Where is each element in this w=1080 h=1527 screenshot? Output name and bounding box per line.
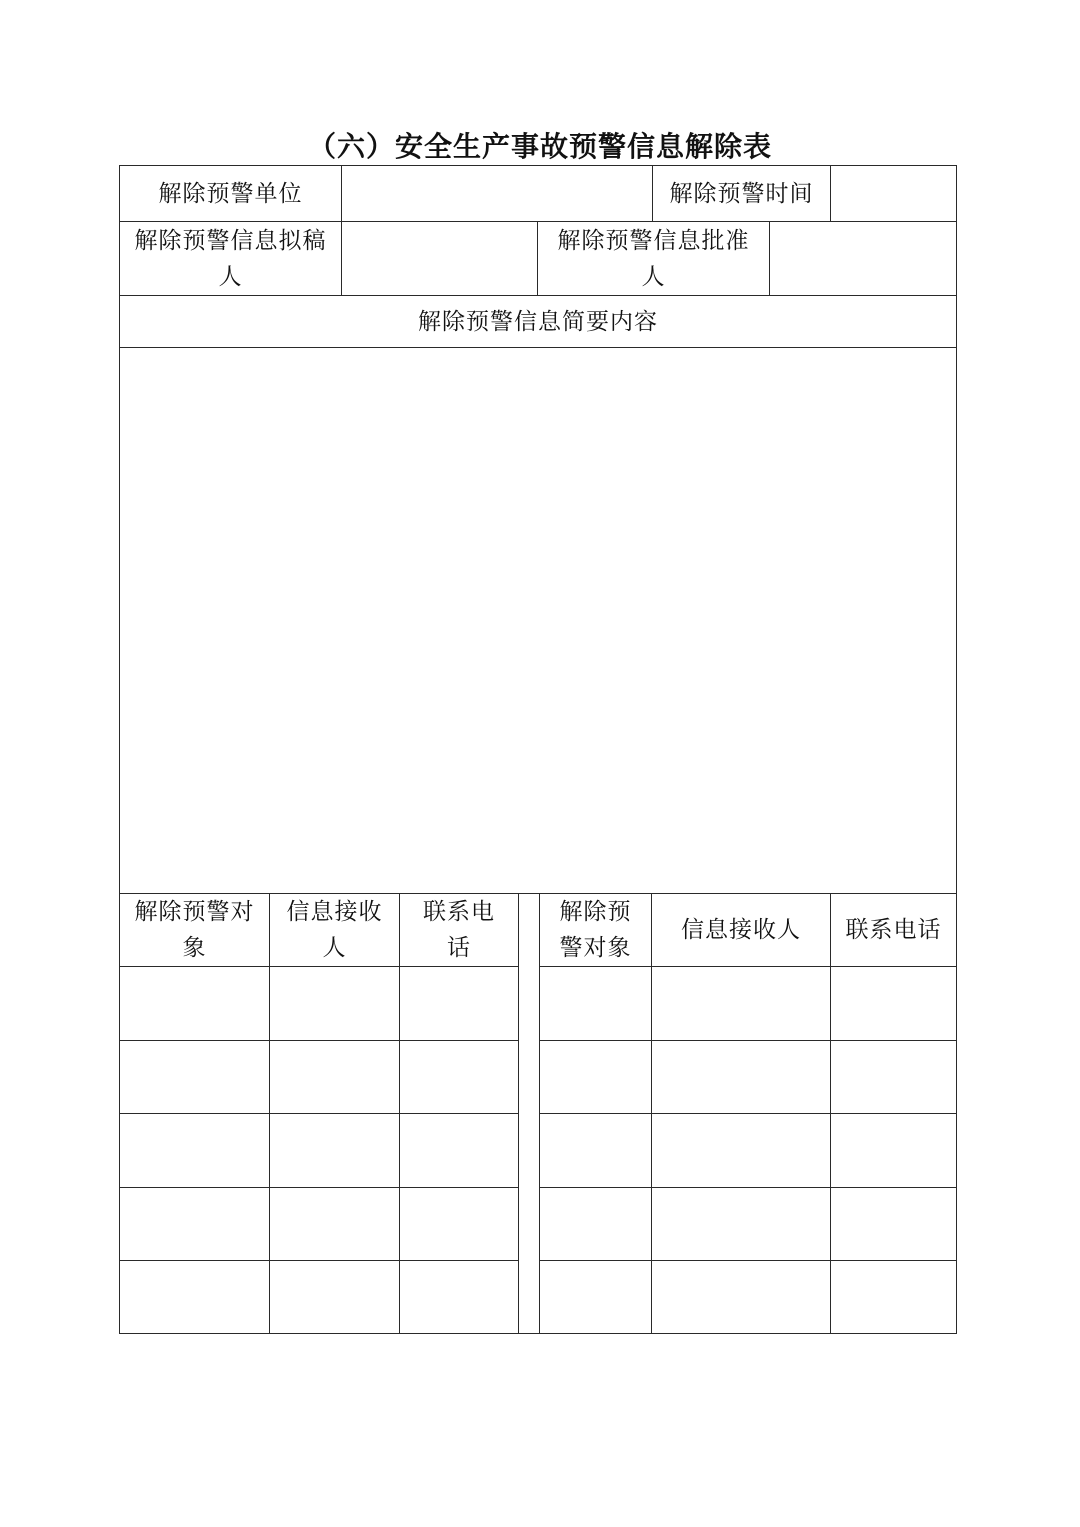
table-cell[interactable] [120, 967, 269, 1040]
table-cell[interactable] [540, 1041, 651, 1113]
table-cell[interactable] [120, 1188, 269, 1260]
time-label-text: 解除预警时间 [669, 180, 814, 207]
table-cell[interactable] [540, 1188, 651, 1260]
right-header-target [540, 894, 651, 966]
time-field[interactable] [831, 166, 956, 221]
table-cell[interactable] [400, 967, 518, 1040]
drafter-label [120, 222, 341, 295]
table-cell[interactable] [270, 1041, 399, 1113]
table-cell[interactable] [270, 1188, 399, 1260]
table-cell[interactable] [400, 1261, 518, 1333]
content-field[interactable] [120, 348, 956, 893]
table-cell[interactable] [652, 1188, 830, 1260]
table-cell[interactable] [120, 1261, 269, 1333]
right-header-receiver-text: 信息接收人 [681, 917, 801, 943]
rule [119, 1333, 957, 1334]
table-cell[interactable] [120, 1041, 269, 1113]
table-cell[interactable] [831, 1188, 956, 1260]
unit-label [120, 166, 341, 221]
approver-field[interactable] [770, 222, 956, 295]
table-cell[interactable] [831, 1261, 956, 1333]
left-header-target [120, 894, 269, 966]
table-cell[interactable] [270, 967, 399, 1040]
form-title: （六）安全生产事故预警信息解除表 [307, 130, 772, 163]
approver-label [538, 222, 769, 295]
left-header-target-text: 解除预警对象 [134, 899, 255, 961]
table-cell[interactable] [652, 967, 830, 1040]
table-cell[interactable] [540, 1114, 651, 1187]
approver-label-text: 解除预警信息批准人 [557, 227, 750, 290]
content-label [120, 296, 956, 347]
right-header-phone-text: 联系电话 [845, 917, 942, 943]
table-cell[interactable] [270, 1114, 399, 1187]
left-header-phone [400, 894, 518, 966]
unit-label-text: 解除预警单位 [158, 180, 303, 207]
rule [956, 165, 957, 1334]
left-header-phone-text: 联系电话 [423, 899, 495, 961]
left-header-receiver [270, 894, 399, 966]
right-header-receiver [652, 894, 830, 966]
drafter-field[interactable] [342, 222, 537, 295]
table-cell[interactable] [831, 1114, 956, 1187]
left-header-receiver-text: 信息接收人 [286, 899, 383, 961]
drafter-label-text: 解除预警信息拟稿人 [134, 227, 327, 290]
table-cell[interactable] [652, 1114, 830, 1187]
content-label-text: 解除预警信息简要内容 [418, 308, 658, 335]
unit-field[interactable] [342, 166, 652, 221]
table-cell[interactable] [400, 1041, 518, 1113]
table-cell[interactable] [540, 1261, 651, 1333]
table-cell[interactable] [831, 1041, 956, 1113]
right-header-phone [831, 894, 956, 966]
table-cell[interactable] [831, 967, 956, 1040]
table-cell[interactable] [400, 1188, 518, 1260]
table-cell[interactable] [540, 967, 651, 1040]
table-cell[interactable] [652, 1261, 830, 1333]
right-header-target-text: 解除预警对象 [559, 899, 632, 961]
table-cell[interactable] [270, 1261, 399, 1333]
rule [518, 893, 519, 1334]
time-label [653, 166, 830, 221]
table-cell[interactable] [400, 1114, 518, 1187]
table-cell[interactable] [652, 1041, 830, 1113]
table-cell[interactable] [120, 1114, 269, 1187]
